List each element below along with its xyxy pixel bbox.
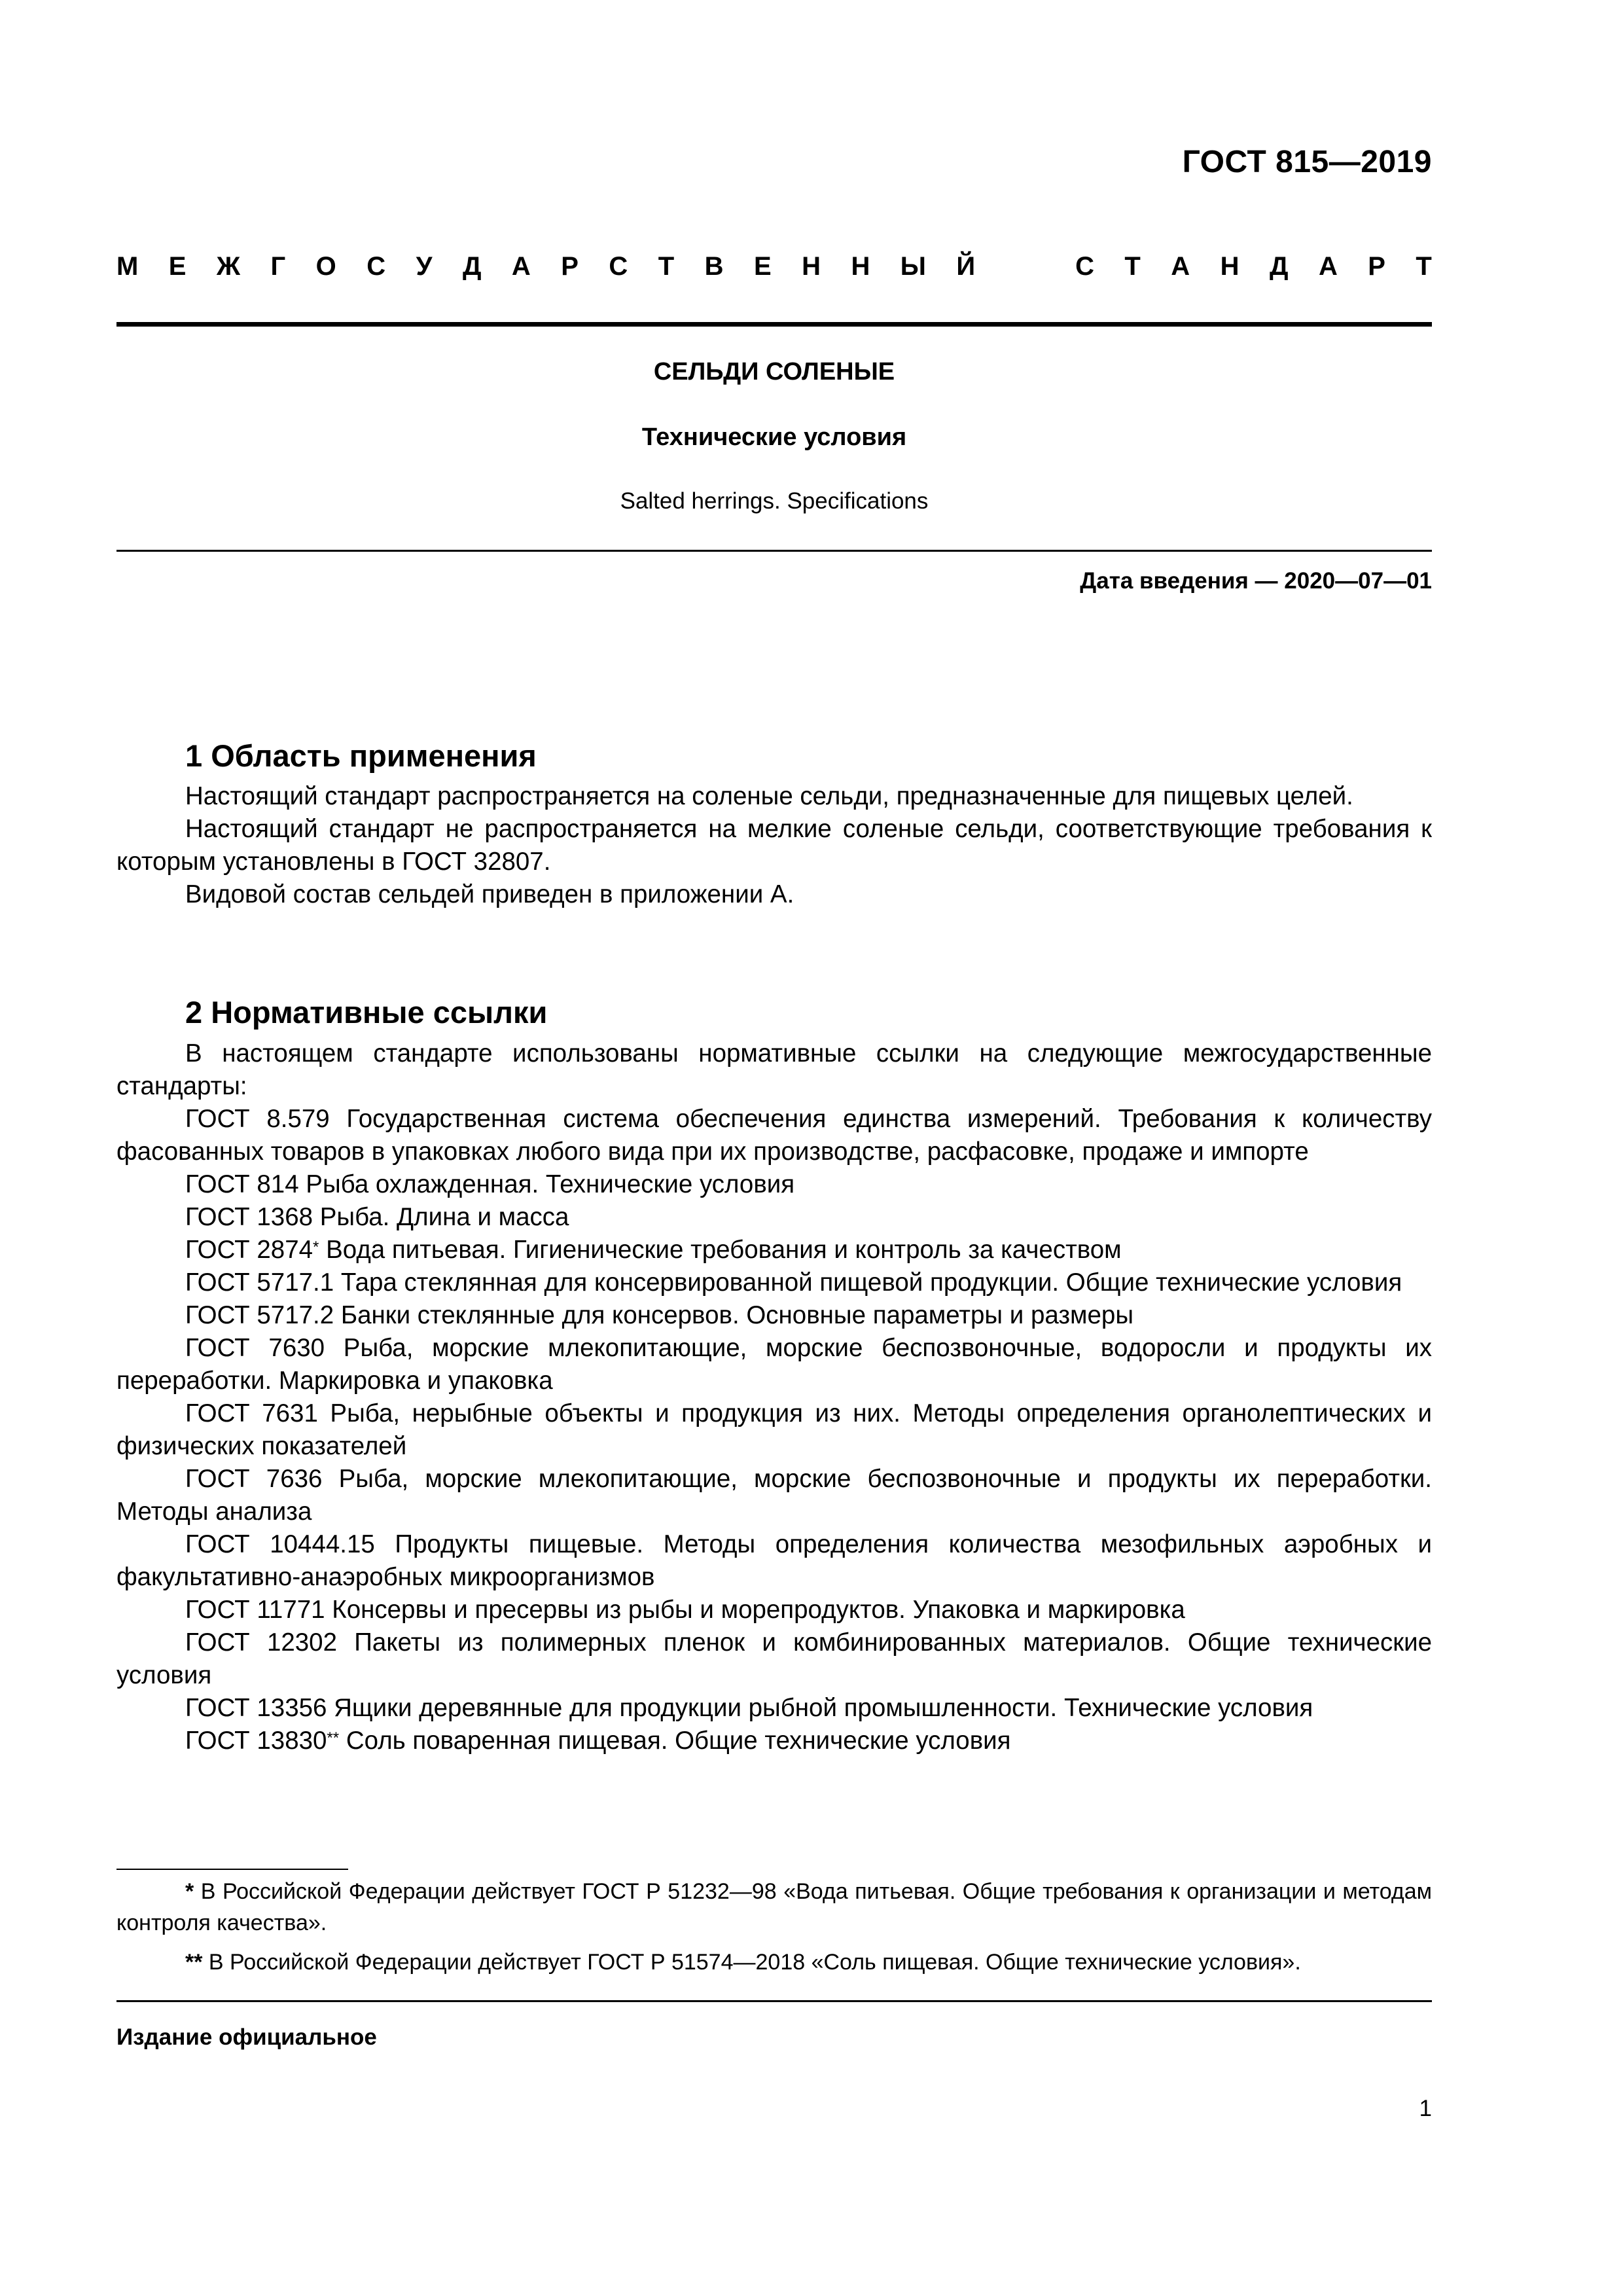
standard-type-letter: Р bbox=[1368, 252, 1385, 281]
section-2-body bbox=[116, 1037, 1432, 1757]
reference-title: Вода питьевая. Гигиенические требования и контроль за качеством bbox=[319, 1236, 1122, 1264]
reference-item: ГОСТ 5717.1 Тара стеклянная для консервированной пищевой продукции. Общие технические условия bbox=[185, 1268, 1402, 1297]
standard-type-letter: С bbox=[366, 252, 386, 281]
standard-type-letter: А bbox=[1318, 252, 1338, 281]
footnotes bbox=[116, 1876, 1432, 1978]
reference-item: ГОСТ 814 Рыба охлажденная. Технические условия bbox=[185, 1170, 795, 1198]
reference-item: ГОСТ 10444.15 Продукты пищевые. Методы определения количества мезофильных аэробных и факультативно-анаэробных микроорганизмов bbox=[116, 1530, 1432, 1591]
standard-type-letter: С bbox=[609, 252, 628, 281]
reference-item: ГОСТ 7631 Рыба, нерыбные объекты и продукция из них. Методы определения органолептических и физических показателей bbox=[116, 1399, 1432, 1460]
footnote-mark: ** bbox=[185, 1950, 203, 1975]
reference-item: ГОСТ 1368 Рыба. Длина и масса bbox=[185, 1203, 569, 1231]
standard-type-letter: Е bbox=[753, 252, 772, 281]
footnote-mark: * bbox=[185, 1879, 194, 1904]
standard-type-letter: Т bbox=[658, 252, 675, 281]
page-number: 1 bbox=[1419, 2096, 1432, 2121]
reference-item: ГОСТ 12302 Пакеты из полимерных пленок и комбинированных материалов. Общие технические условия bbox=[116, 1628, 1432, 1689]
reference-code: ГОСТ 2874 bbox=[185, 1236, 313, 1264]
standard-type-letter: С bbox=[1075, 252, 1094, 281]
section-1-body bbox=[116, 780, 1432, 911]
standard-type-letter: Й bbox=[956, 252, 976, 281]
footnote-marker: * bbox=[313, 1238, 319, 1256]
standard-type-letter: Н bbox=[802, 252, 821, 281]
standard-type-letter: Н bbox=[1220, 252, 1240, 281]
title-rule bbox=[116, 550, 1432, 552]
footnote-text: В Российской Федерации действует ГОСТ Р 51232—98 «Вода питьевая. Общие требования к организации и методам контроля качества». bbox=[116, 1879, 1432, 1935]
standard-type-letter: Г bbox=[270, 252, 286, 281]
standard-type-letter: А bbox=[511, 252, 531, 281]
footnote-text: В Российской Федерации действует ГОСТ Р 51574—2018 «Соль пищевая. Общие технические условия». bbox=[202, 1950, 1301, 1975]
standard-type-letter: Е bbox=[168, 252, 187, 281]
section-1-paragraph: Настоящий стандарт не распространяется на мелкие соленые сельди, соответствующие требования к которым установлены в ГОСТ 32807. bbox=[116, 815, 1432, 876]
standard-type-letter: Д bbox=[1269, 252, 1289, 281]
standard-type-letter: Ы bbox=[900, 252, 926, 281]
reference-title: Соль поваренная пищевая. Общие технические условия bbox=[339, 1727, 1011, 1755]
footnote bbox=[116, 1946, 1432, 1978]
reference-item: ГОСТ 8.579 Государственная система обеспечения единства измерений. Требования к количеству фасованных товаров в упаковках любого вида при их производстве, расфасовке, продаже и импорте bbox=[116, 1105, 1432, 1166]
reference-code: ГОСТ 13830 bbox=[185, 1727, 327, 1755]
document-subtitle: Технические условия bbox=[641, 423, 907, 451]
standard-type-letter: Д bbox=[462, 252, 482, 281]
section-1-heading: 1 Область применения bbox=[185, 738, 537, 773]
standard-type-letter: Т bbox=[1124, 252, 1141, 281]
section-1-paragraph: Видовой состав сельдей приведен в приложении А. bbox=[185, 880, 794, 908]
document-number: ГОСТ 815—2019 bbox=[1182, 145, 1432, 179]
edition-label: Издание официальное bbox=[116, 2024, 377, 2050]
footer-rule bbox=[116, 2000, 1432, 2002]
reference-item: ГОСТ 5717.2 Банки стеклянные для консервов. Основные параметры и размеры bbox=[185, 1301, 1134, 1329]
standard-type-letter: Р bbox=[561, 252, 579, 281]
reference-item: ГОСТ 7630 Рыба, морские млекопитающие, морские беспозвоночные, водоросли и продукты их переработки. Маркировка и упаковка bbox=[116, 1334, 1432, 1395]
reference-item: ГОСТ 7636 Рыба, морские млекопитающие, морские беспозвоночные и продукты их переработки. Методы анализа bbox=[116, 1465, 1432, 1526]
standard-type-letter: Т bbox=[1416, 252, 1432, 281]
document-title-english: Salted herrings. Specifications bbox=[620, 488, 929, 514]
footnote bbox=[116, 1876, 1432, 1939]
standard-type-letter: У bbox=[416, 252, 433, 281]
standard-type-letter: М bbox=[116, 252, 139, 281]
standard-type-gap bbox=[1006, 252, 1045, 281]
standard-type-letter: О bbox=[315, 252, 336, 281]
reference-item: ГОСТ 11771 Консервы и пресервы из рыбы и морепродуктов. Упаковка и маркировка bbox=[185, 1596, 1185, 1624]
reference-item: ГОСТ 13356 Ящики деревянные для продукции рыбной промышленности. Технические условия bbox=[185, 1694, 1313, 1722]
header-rule bbox=[116, 322, 1432, 327]
document-title: СЕЛЬДИ СОЛЕНЫЕ bbox=[653, 358, 895, 386]
section-1-paragraph: Настоящий стандарт распространяется на соленые сельди, предназначенные для пищевых целей. bbox=[185, 782, 1353, 810]
standard-type-letter: В bbox=[704, 252, 724, 281]
footnote-rule bbox=[116, 1869, 348, 1870]
standard-type-letter: А bbox=[1171, 252, 1190, 281]
section-2-heading: 2 Нормативные ссылки bbox=[185, 995, 548, 1030]
standard-type-label bbox=[116, 252, 1432, 281]
standard-type-letter: Ж bbox=[216, 252, 241, 281]
standard-type-letter: Н bbox=[851, 252, 870, 281]
introduction-date: Дата введения — 2020—07—01 bbox=[1080, 568, 1432, 594]
section-2-intro: В настоящем стандарте использованы нормативные ссылки на следующие межгосударственные стандарты: bbox=[116, 1039, 1432, 1100]
footnote-marker: ** bbox=[327, 1729, 340, 1747]
reference-item bbox=[116, 1234, 1432, 1266]
reference-item bbox=[116, 1725, 1432, 1757]
